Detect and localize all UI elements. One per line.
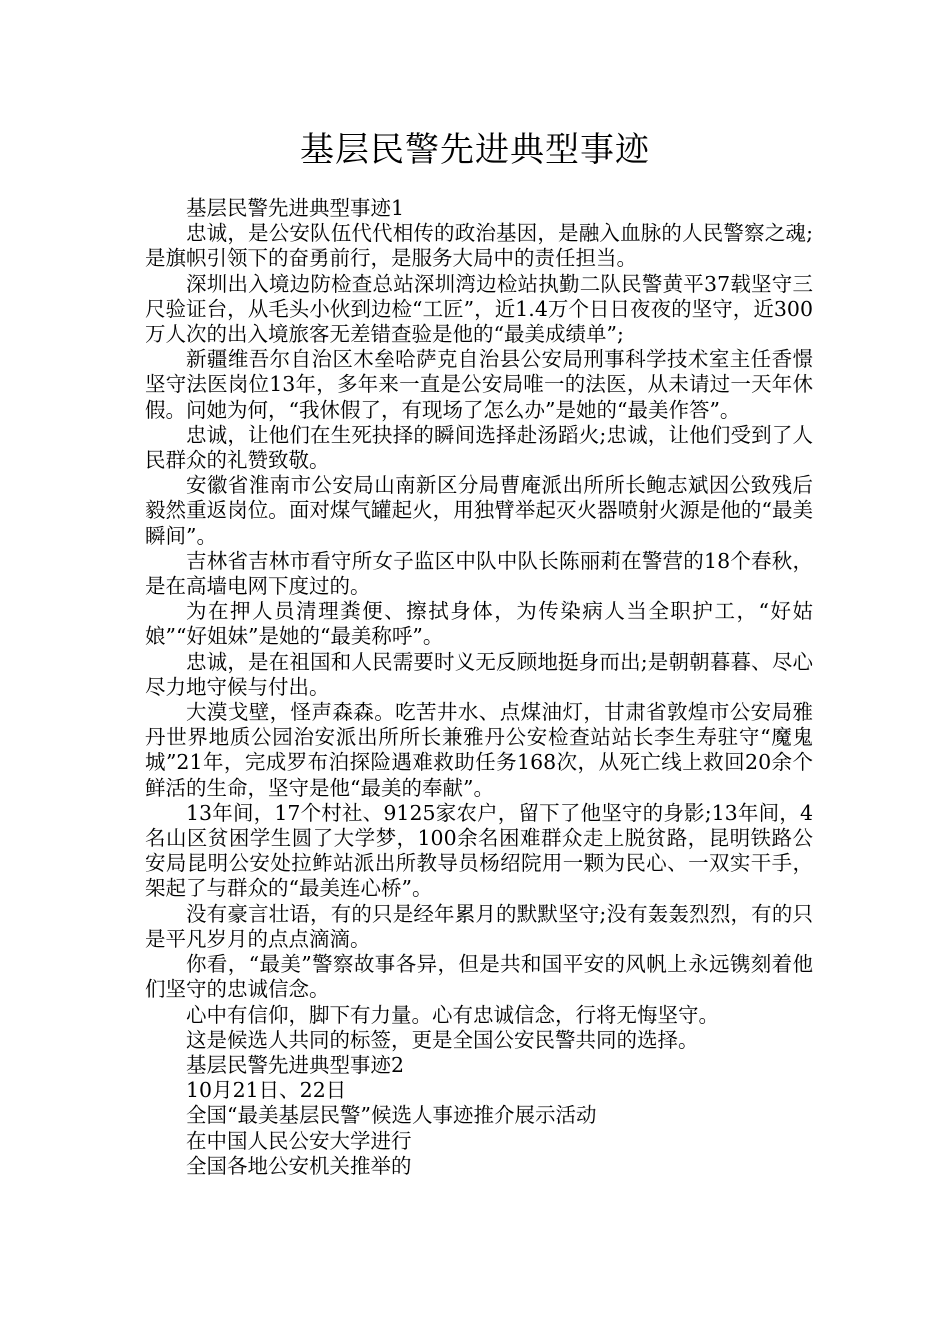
paragraph: 13年间，17个村社、9125家农户，留下了他坚守的身影;13年间，4名山区贫困学生圆了大学梦，100余名困难群众走上脱贫路，昆明铁路公安局昆明公安处拉鲊站派出所教导员杨绍院用一颗为民心、一双实干手，架起了与群众的“最美连心桥”。 [145,800,813,901]
paragraph: 忠诚，让他们在生死抉择的瞬间选择赴汤蹈火;忠诚，让他们受到了人民群众的礼赞致敬。 [145,422,813,473]
paragraph: 大漠戈壁，怪声森森。吃苦井水、点煤油灯，甘肃省敦煌市公安局雅丹世界地质公园治安派出所所长兼雅丹公安检查站站长李生寿驻守“魔鬼城”21年，完成罗布泊探险遇难救助任务168次，从死亡线上救回20余个鲜活的生命，坚守是他“最美的奉献”。 [145,700,813,800]
paragraph: 心中有信仰，脚下有力量。心有忠诚信念，行将无悔坚守。 [186,1002,719,1027]
paragraph: 10月21日、22日 [186,1078,347,1103]
paragraph: 为在押人员清理粪便、擦拭身体，为传染病人当全职护工，“好姑娘”“好姐妹”是她的“最美称呼”。 [145,599,813,649]
paragraph: 这是候选人共同的标签，更是全国公安民警共同的选择。 [186,1027,699,1052]
paragraph: 全国各地公安机关推举的 [186,1153,412,1178]
paragraph: 全国“最美基层民警”候选人事迹推介展示活动 [186,1103,597,1128]
paragraph: 深圳出入境边防检查总站深圳湾边检站执勤二队民警黄平37载坚守三尺验证台，从毛头小伙到边检“工匠”，近1.4万个日日夜夜的坚守，近300万人次的出入境旅客无差错查验是他的“最美成绩单”; [145,271,813,347]
paragraph: 忠诚，是在祖国和人民需要时义无反顾地挺身而出;是朝朝暮暮、尽心尽力地守候与付出。 [145,649,813,699]
paragraph: 忠诚，是公安队伍代代相传的政治基因，是融入血脉的人民警察之魂;是旗帜引领下的奋勇前行，是服务大局中的责任担当。 [145,221,813,271]
document-body [145,196,813,1179]
paragraph: 新疆维吾尔自治区木垒哈萨克自治县公安局刑事科学技术室主任香憬坚守法医岗位13年，多年来一直是公安局唯一的法医，从未请过一天年休假。问她为何，“我休假了，有现场了怎么办”是她的“最美作答”。 [145,347,813,422]
paragraph: 基层民警先进典型事迹1 [186,196,405,220]
paragraph: 吉林省吉林市看守所女子监区中队中队长陈丽莉在警营的18个春秋，是在高墙电网下度过的。 [145,548,813,599]
paragraph: 在中国人民公安大学进行 [186,1128,412,1153]
paragraph: 安徽省淮南市公安局山南新区分局曹庵派出所所长鲍志斌因公致残后毅然重返岗位。面对煤气罐起火，用独臂举起灭火器喷射火源是他的“最美瞬间”。 [145,473,813,548]
paragraph: 你看，“最美”警察故事各异，但是共和国平安的风帆上永远镌刻着他们坚守的忠诚信念。 [145,952,813,1002]
document-title: 基层民警先进典型事迹 [300,130,650,170]
section-heading: 基层民警先进典型事迹2 [186,1052,405,1077]
paragraph: 没有豪言壮语，有的只是经年累月的默默坚守;没有轰轰烈烈，有的只是平凡岁月的点点滴滴。 [145,901,813,951]
